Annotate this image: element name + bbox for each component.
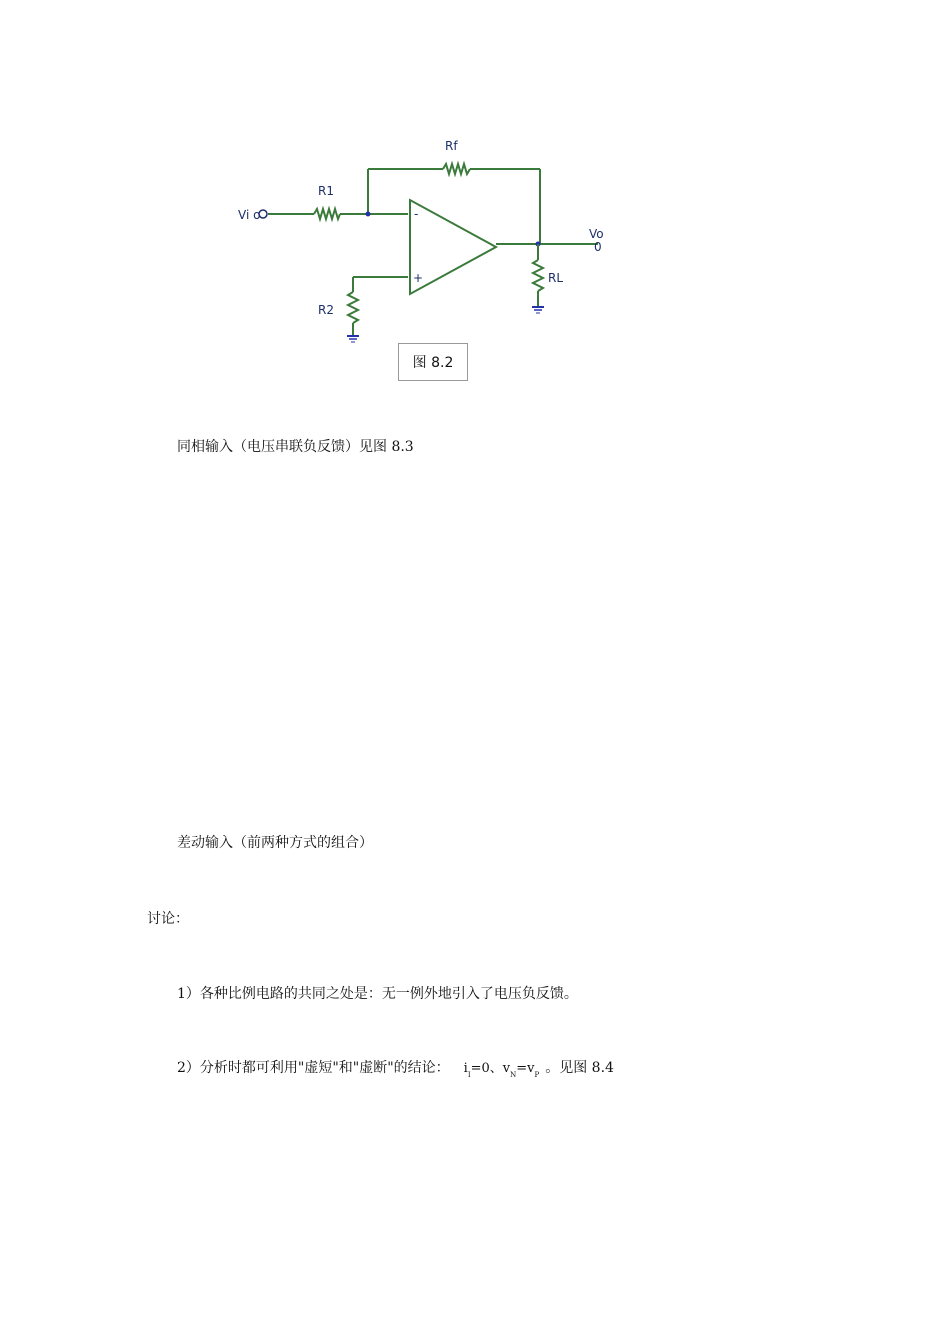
rl-label: RL — [548, 271, 564, 285]
r2-label: R2 — [318, 303, 334, 317]
discussion-heading: 讨论： — [147, 911, 189, 927]
formula-vp-sub: P — [534, 1071, 540, 1079]
inverting-node — [366, 212, 371, 217]
formula-i: i — [463, 1061, 468, 1076]
r1-label: R1 — [318, 184, 334, 198]
paragraph-differential: 差动输入（前两种方式的组合） — [177, 835, 373, 851]
rf-label: Rf — [445, 139, 458, 153]
rf-resistor — [443, 164, 470, 174]
vo-label: Vo — [589, 227, 604, 241]
point-2-suffix: 。见图 8.4 — [545, 1060, 614, 1076]
virtual-short-open-formula — [464, 1061, 540, 1083]
minus-sign: - — [414, 207, 419, 221]
formula-i-sub: I — [467, 1071, 471, 1079]
formula-vn-sub: N — [510, 1071, 517, 1079]
plus-sign: + — [413, 271, 424, 285]
figure-caption: 图 8.2 — [398, 343, 468, 381]
r1-resistor — [314, 209, 340, 219]
r2-resistor — [348, 292, 358, 323]
discussion-point-1: 1）各种比例电路的共同之处是：无一例外地引入了电压负反馈。 — [177, 986, 578, 1002]
vi-label: Vi o — [238, 208, 261, 222]
discussion-point-2 — [177, 1060, 614, 1083]
point-2-prefix: 2）分析时都可利用"虚短"和"虚断"的结论： — [177, 1060, 450, 1076]
inverting-amplifier-figure — [230, 130, 630, 390]
paragraph-noninverting: 同相输入（电压串联负反馈）见图 8.3 — [177, 439, 414, 455]
vo-terminal-label: 0 — [594, 240, 602, 254]
formula-eqv: =v — [516, 1061, 535, 1076]
rl-resistor — [533, 260, 543, 291]
formula-eq0: =0、v — [470, 1061, 511, 1076]
